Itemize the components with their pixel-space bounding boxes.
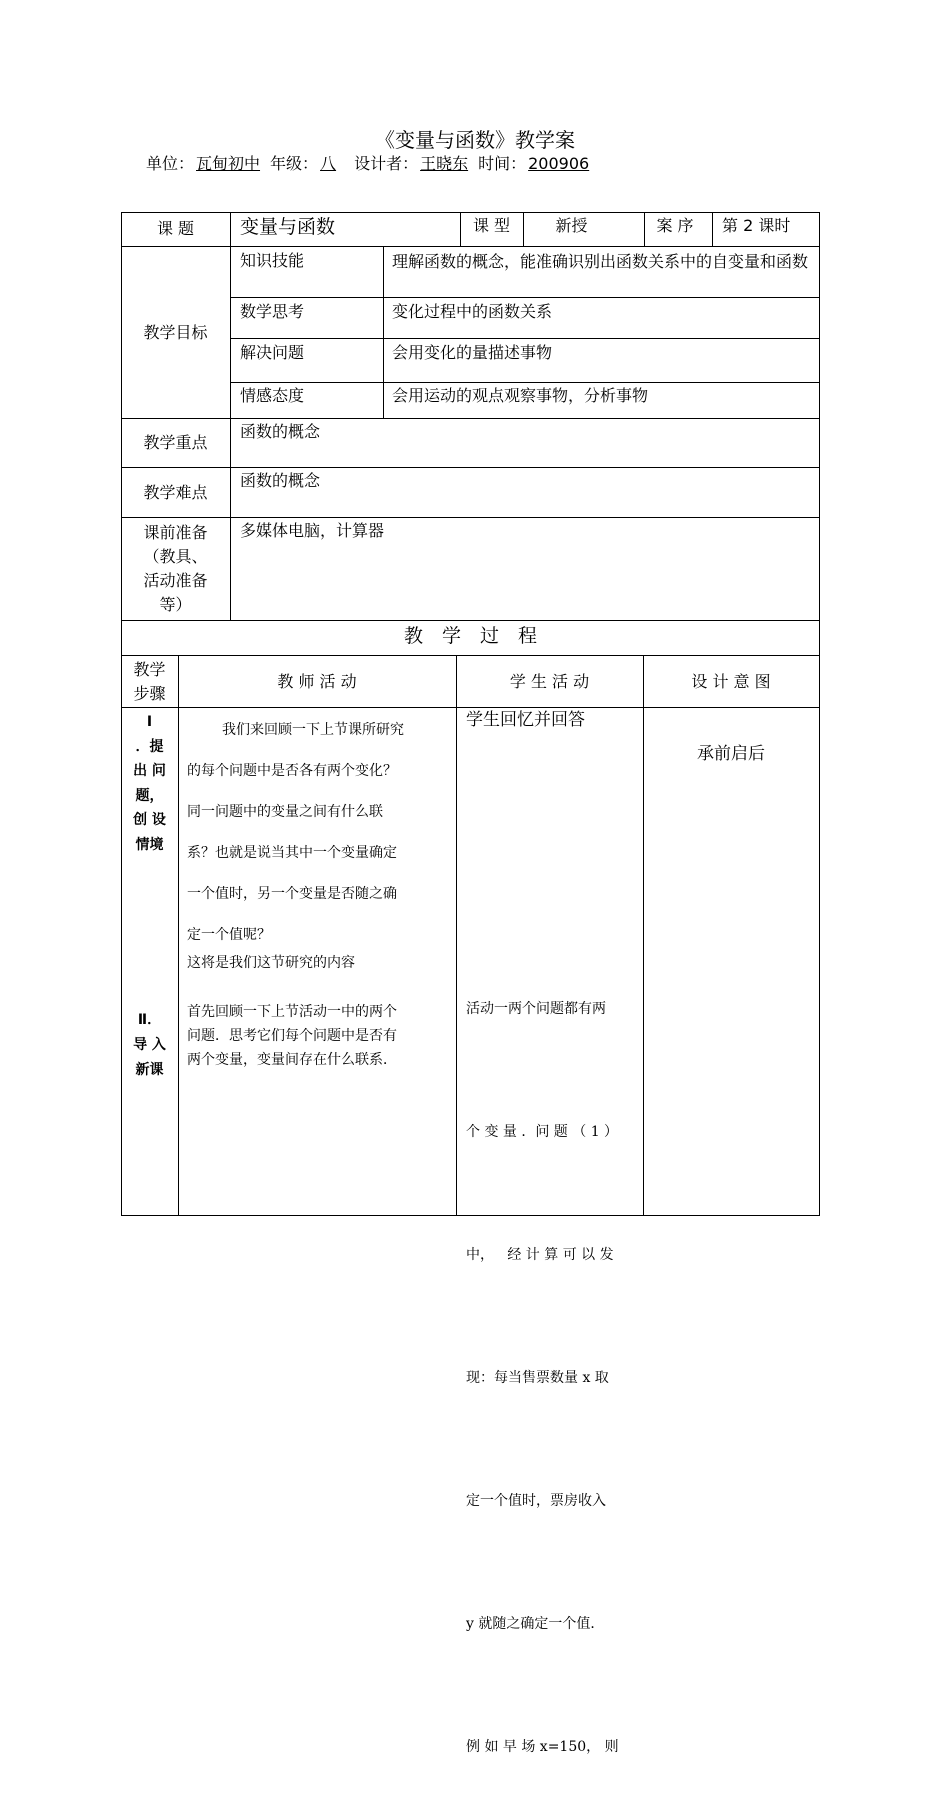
teacher-line: 系？也就是说当其中一个变量确定	[187, 845, 397, 861]
topic-value: 变量与函数	[240, 216, 336, 238]
designer-label: 设计者：	[354, 154, 419, 173]
col-step-line: 步骤	[133, 684, 166, 703]
time-value: 200906	[528, 154, 590, 173]
step-1-line: 创 设	[133, 812, 166, 828]
key-point-text: 函数的概念	[240, 422, 321, 441]
student-paragraph	[466, 907, 638, 1809]
student-line: 个 变 量 ．问 题 （ 1 ）	[466, 1124, 619, 1140]
student-line: y 就随之确定一个值．	[466, 1616, 605, 1632]
designer-value: 王晓东	[420, 154, 469, 173]
grade-label: 年级：	[270, 154, 319, 173]
step-1-line: 出 问	[133, 763, 166, 779]
goals-label: 教学目标	[143, 323, 208, 342]
step-1-line: 情境	[135, 836, 164, 853]
order-value: 第 2 课时	[722, 216, 791, 235]
step-1-line: ．提	[135, 738, 164, 755]
col-intent-header: 设 计 意 图	[691, 672, 771, 691]
goal-name-knowledge: 知识技能	[240, 251, 305, 270]
difficulty-text: 函数的概念	[240, 471, 321, 490]
goal-name-thinking: 数学思考	[240, 302, 305, 321]
unit-value: 瓦甸初中	[196, 154, 261, 173]
preparation-label-line: 活动准备	[143, 571, 208, 590]
step-2-line: Ⅱ．	[137, 1012, 162, 1028]
goal-name-problem: 解决问题	[240, 343, 305, 362]
teacher-line: 同一问题中的变量之间有什么联	[187, 804, 383, 820]
step-1-line: Ⅰ	[146, 714, 153, 730]
student-line: 现：每当售票数量 x 取	[466, 1370, 609, 1386]
teacher-line: 我们来回顾一下上节课所研究	[222, 722, 404, 738]
col-step-header	[121, 658, 178, 706]
difficulty-label: 教学难点	[143, 483, 208, 502]
type-label: 课 型	[472, 216, 511, 235]
student-answer: 学生回忆并回答	[466, 710, 585, 730]
teacher-line: 定一个值呢？	[187, 927, 271, 943]
preparation-label	[121, 521, 230, 617]
step-2-line: 导 入	[133, 1037, 166, 1053]
teacher-paragraph-3	[187, 1000, 453, 1072]
topic-label: 课 题	[156, 219, 195, 238]
unit-label: 单位：	[146, 154, 195, 173]
teacher-line: 的每个问题中是否各有两个变化？	[187, 763, 397, 779]
preparation-text: 多媒体电脑，计算器	[240, 521, 385, 540]
col-teacher-header: 教 师 活 动	[277, 672, 357, 691]
goal-text-thinking: 变化过程中的函数关系	[392, 302, 553, 321]
teacher-paragraph-2: 这将是我们这节研究的内容	[187, 955, 355, 971]
preparation-label-line: 等）	[159, 595, 192, 614]
order-label: 案 序	[656, 216, 694, 235]
goal-text-problem: 会用变化的量描述事物	[392, 343, 553, 362]
intent-text: 承前启后	[697, 744, 765, 764]
student-line: 活动一两个问题都有两	[466, 1001, 606, 1017]
step-1-line: 题，	[135, 787, 164, 804]
student-line: 定一个值时，票房收入	[466, 1493, 606, 1509]
teacher-line: 问题．思考它们每个问题中是否有	[187, 1028, 397, 1044]
preparation-label-line: 课前准备	[143, 523, 208, 542]
student-line: 中， 经 计 算 可 以 发	[466, 1247, 614, 1263]
step-2	[121, 1008, 178, 1083]
step-2-line: 新课	[135, 1062, 164, 1078]
goal-text-knowledge: 理解函数的概念，能准确识别出函数关系中的自变量和函数	[392, 252, 809, 271]
grade-value: 八	[320, 154, 337, 173]
goal-text-attitude: 会用运动的观点观察事物，分析事物	[392, 386, 649, 405]
document-title: 《变量与函数》教学案	[375, 128, 575, 152]
type-value: 新授	[555, 216, 588, 235]
preparation-label-line: （教具、	[143, 547, 208, 566]
student-line: 例 如 早 场 x=150， 则	[466, 1739, 619, 1755]
col-step-line: 教学	[133, 660, 166, 679]
teacher-line: 一个值时，另一个变量是否随之确	[187, 886, 397, 902]
step-1	[121, 710, 178, 857]
teacher-paragraph-1	[187, 710, 453, 956]
key-point-label: 教学重点	[143, 433, 208, 452]
teacher-line: 首先回顾一下上节活动一中的两个	[187, 1004, 397, 1020]
document-meta	[146, 151, 591, 174]
process-title: 教 学 过 程	[403, 625, 537, 647]
goal-name-attitude: 情感态度	[240, 386, 305, 405]
time-label: 时间：	[478, 154, 527, 173]
col-student-header: 学 生 活 动	[509, 672, 590, 691]
teacher-line: 两个变量，变量间存在什么联系．	[187, 1052, 397, 1068]
